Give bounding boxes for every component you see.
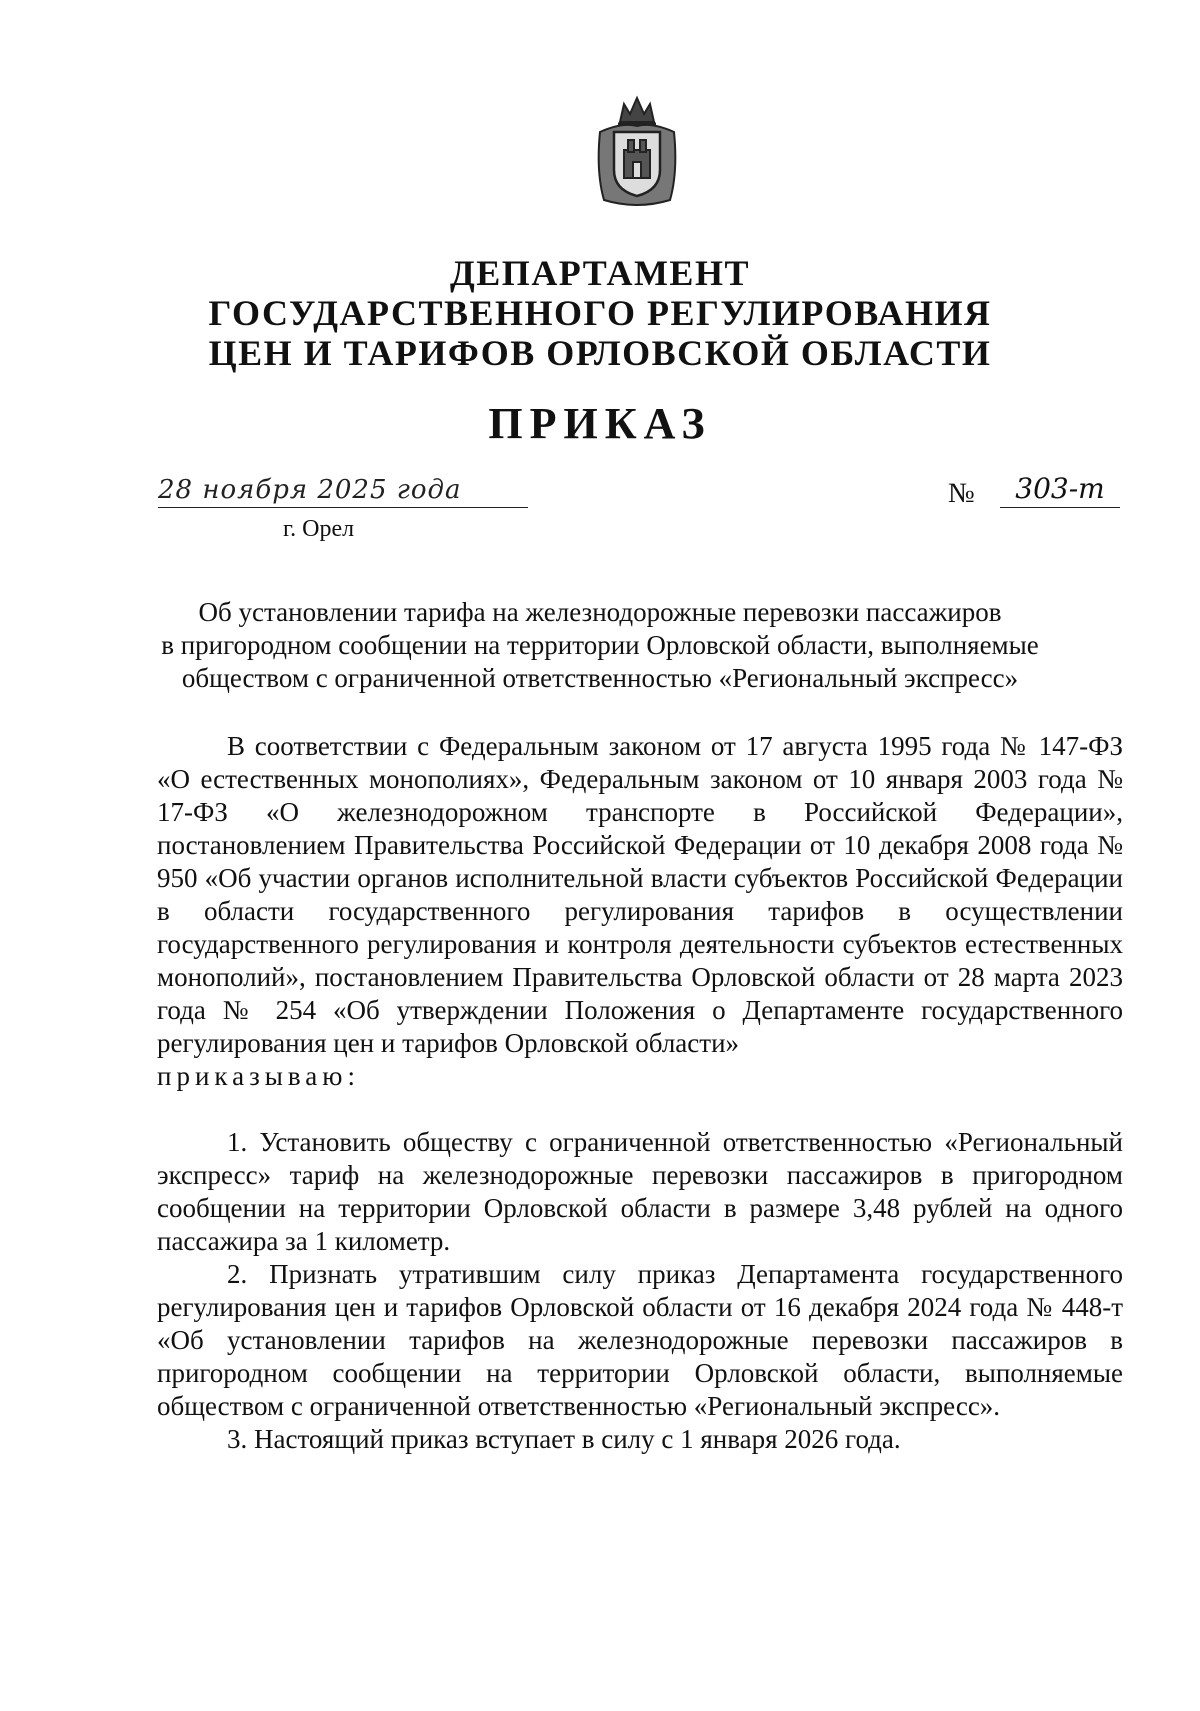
department-name — [0, 253, 1200, 373]
number-label: № — [948, 478, 975, 509]
subject-line-2: в пригородном сообщении на территории Орловской области, выполняемые — [161, 630, 1039, 660]
order-item-1: 1. Установить обществу с ограниченной ответственностью «Региональный экспресс» тариф на железнодорожные перевозки пассажиров в пригородном сообщении на территории Орловской области в размере 3,48 рублей на одного пассажира за 1 километр. — [157, 1127, 1123, 1256]
subject-line-1: Об установлении тарифа на железнодорожные перевозки пассажиров — [198, 597, 1002, 627]
order-item-2: 2. Признать утратившим силу приказ Департамента государственного регулирования цен и тарифов Орловской области от 16 декабря 2024 года № 448-т «Об установлении тарифов на железнодорожные перевозки пассажиров в пригородном сообщении на территории Орловской области, выполняемые обществом с ограниченной ответственностью «Региональный экспресс». — [157, 1259, 1123, 1421]
department-line-1: ДЕПАРТАМЕНТ — [450, 253, 750, 293]
department-line-3: ЦЕН И ТАРИФОВ ОРЛОВСКОЙ ОБЛАСТИ — [208, 333, 992, 373]
handwritten-number: 303-т — [1000, 472, 1120, 508]
city-label: г. Орел — [283, 516, 355, 542]
order-subject — [140, 596, 1060, 695]
document-type-title: ПРИКАЗ — [488, 399, 712, 448]
department-line-2: ГОСУДАРСТВЕННОГО РЕГУЛИРОВАНИЯ — [208, 293, 992, 333]
subject-line-3: обществом с ограниченной ответственностью «Региональный экспресс» — [181, 663, 1019, 693]
order-word: приказываю: — [157, 1061, 360, 1091]
handwritten-date: 28 ноября 2025 года — [158, 475, 528, 508]
coat-of-arms-icon — [592, 92, 682, 210]
preamble-text: В соответствии с Федеральным законом от 17 августа 1995 года № 147-ФЗ «О естественных монополиях», Федеральным законом от 10 января 2003 года № 17-ФЗ «О железнодорожном транспорте в Российской Федерации», постановлением Правительства Российской Федерации от 10 декабря 2008 года № 950 «Об участии органов исполнительной власти субъектов Российской Федерации в области государственного регулирования тарифов в осуществлении государственного регулирования и контроля деятельности субъектов естественных монополий», постановлением Правительства Орловской области от 28 марта 2023 года № 254 «Об утверждении Положения о Департаменте государственного регулирования цен и тарифов Орловской области» — [157, 731, 1123, 1058]
order-item-3: 3. Настоящий приказ вступает в силу с 1 января 2026 года. — [227, 1424, 901, 1454]
order-body — [157, 730, 1123, 1456]
preamble-paragraph — [157, 730, 1123, 1093]
